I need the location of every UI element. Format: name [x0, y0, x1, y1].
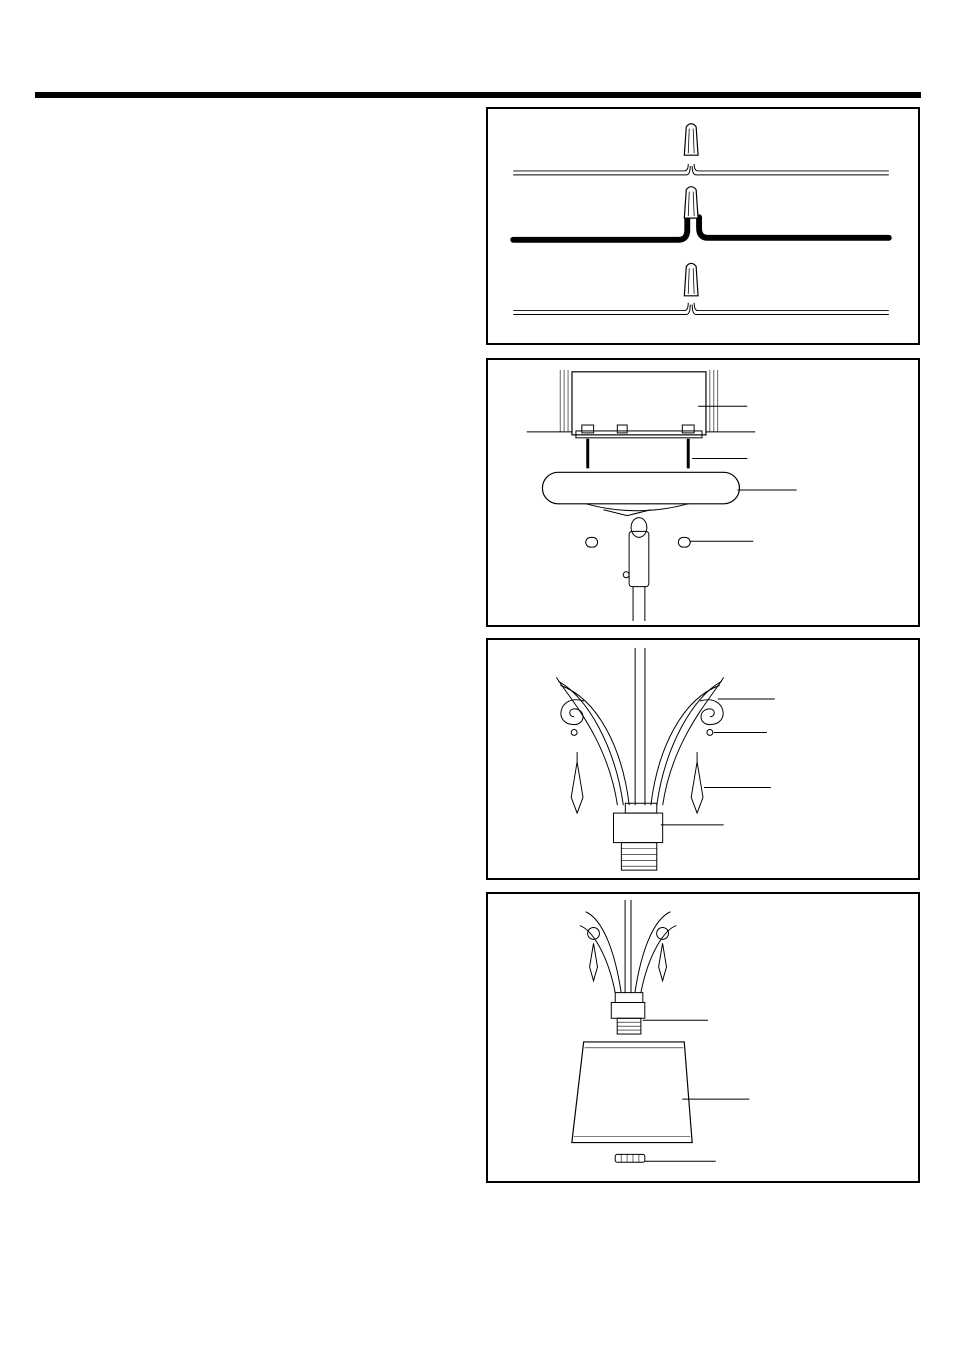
lamp-shade-icon: [488, 894, 918, 1181]
shade-figure: [486, 892, 920, 1183]
wire-nut-connections-icon: [488, 109, 918, 343]
ceiling-mount-icon: [488, 360, 918, 625]
mounting-figure: [486, 358, 920, 627]
wiring-figure: [486, 107, 920, 345]
instruction-text-column: [35, 108, 465, 1188]
header-rule: [35, 92, 921, 98]
arms-figure: [486, 638, 920, 880]
scroll-arm-crystal-icon: [488, 640, 918, 878]
